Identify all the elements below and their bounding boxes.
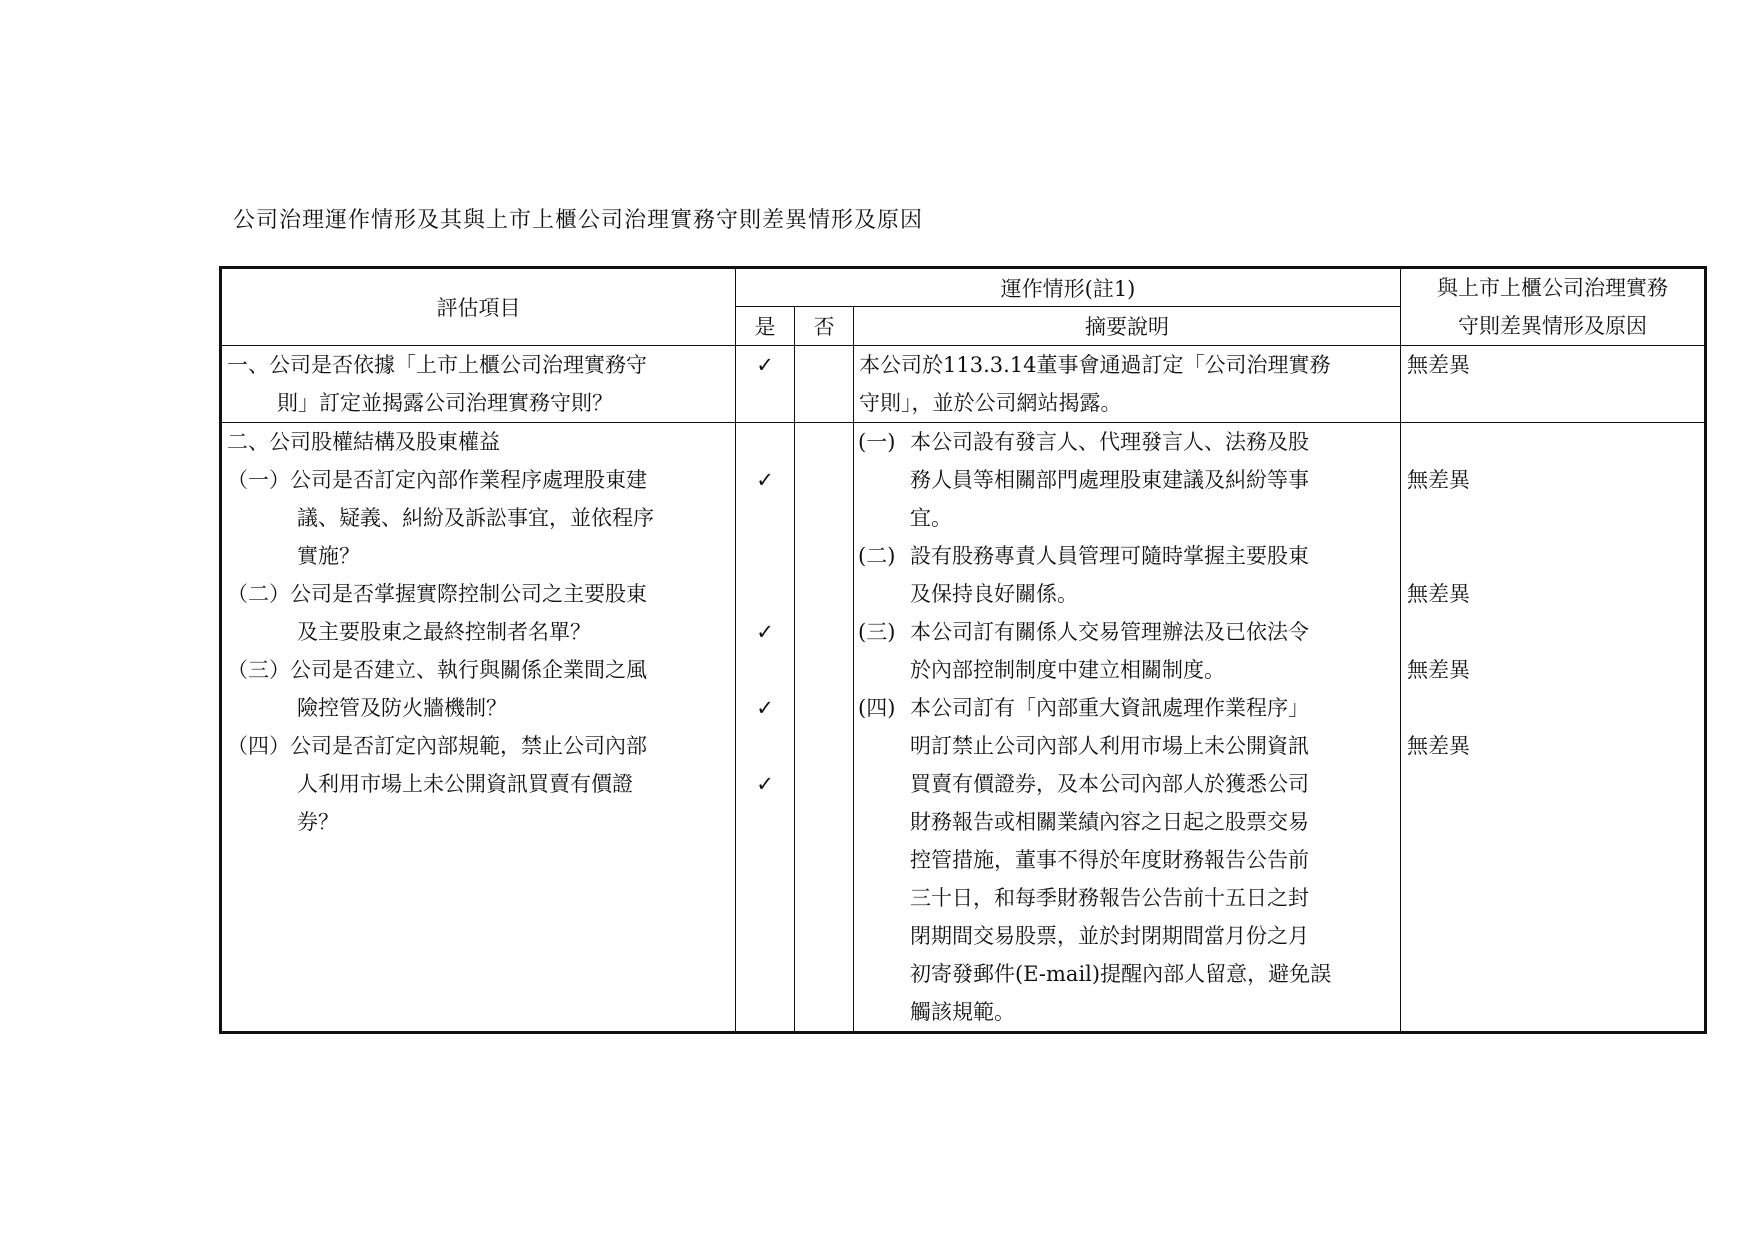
eval-item-line: （一）公司是否訂定內部作業程序處理股東建 — [227, 468, 647, 492]
summary-item-label: (三) — [858, 620, 896, 644]
eval-item-line: 一、公司是否依據「上市上櫃公司治理實務守 — [227, 353, 647, 377]
check-icon: ✓ — [756, 772, 774, 796]
summary-line: 買賣有價證券，及本公司內部人於獲悉公司 — [910, 772, 1309, 796]
yes-cell — [736, 423, 795, 1033]
diff-value: 無差異 — [1407, 658, 1470, 682]
eval-item-line: 險控管及防火牆機制？ — [297, 696, 507, 720]
summary-line: 務人員等相關部門處理股東建議及糾紛等事 — [910, 468, 1309, 492]
check-icon: ✓ — [756, 696, 774, 720]
summary-line: 本公司訂有「內部重大資訊處理作業程序」 — [910, 696, 1309, 720]
summary-item-label: (二) — [858, 544, 896, 568]
check-icon: ✓ — [756, 353, 774, 377]
eval-item-line: 券？ — [297, 810, 339, 834]
summary-line: 控管措施，董事不得於年度財務報告公告前 — [910, 848, 1309, 872]
diff-value: 無差異 — [1407, 353, 1470, 377]
summary-line: 守則」，並於公司網站揭露。 — [859, 391, 1122, 415]
summary-line: 宜。 — [910, 506, 952, 530]
summary-line: 本公司於113.3.14董事會通過訂定「公司治理實務 — [859, 353, 1331, 377]
summary-item-label: (四) — [858, 696, 896, 720]
summary-line: 明訂禁止公司內部人利用市場上未公開資訊 — [910, 734, 1309, 758]
diff-cell — [1401, 423, 1706, 1033]
header-yes: 是 — [736, 307, 795, 346]
summary-line: 及保持良好關係。 — [910, 582, 1078, 606]
eval-item-line: （三）公司是否建立、執行與關係企業間之風 — [227, 658, 647, 682]
header-summary: 摘要說明 — [854, 307, 1401, 346]
summary-line: 於內部控制制度中建立相關制度。 — [910, 658, 1225, 682]
summary-item — [854, 537, 1400, 613]
diff-cell — [1401, 346, 1706, 423]
summary-line: 財務報告或相關業績內容之日起之股票交易 — [910, 810, 1309, 834]
summary-item-label: (一) — [858, 430, 896, 454]
no-cell — [795, 423, 854, 1033]
summary-line: 設有股務專責人員管理可隨時掌握主要股東 — [910, 544, 1309, 568]
summary-item — [854, 689, 1400, 1031]
summary-cell — [854, 423, 1401, 1033]
summary-line: 三十日，和每季財務報告公告前十五日之封 — [910, 886, 1309, 910]
governance-table — [219, 266, 1707, 1034]
eval-item-line: 議、疑義、糾紛及訴訟事宜，並依程序 — [297, 506, 654, 530]
summary-line: 本公司設有發言人、代理發言人、法務及股 — [910, 430, 1309, 454]
eval-item-line: 二、公司股權結構及股東權益 — [227, 430, 500, 454]
eval-item-line: （四）公司是否訂定內部規範，禁止公司內部 — [227, 734, 647, 758]
header-eval-item: 評估項目 — [221, 268, 736, 346]
header-diff-line2: 守則差異情形及原因 — [1458, 314, 1647, 338]
summary-line: 初寄發郵件(E-mail)提醒內部人留意，避免誤 — [910, 962, 1332, 986]
eval-item-line: 及主要股東之最終控制者名單？ — [297, 620, 591, 644]
diff-value: 無差異 — [1407, 734, 1470, 758]
check-icon: ✓ — [756, 468, 774, 492]
yes-cell — [736, 346, 795, 423]
check-icon: ✓ — [756, 620, 774, 644]
page-title: 公司治理運作情形及其與上市上櫃公司治理實務守則差異情形及原因 — [233, 208, 924, 233]
eval-item-line: 實施？ — [297, 544, 360, 568]
summary-item — [854, 613, 1400, 689]
diff-value: 無差異 — [1407, 582, 1470, 606]
summary-cell — [854, 346, 1401, 423]
header-operation: 運作情形(註1) — [736, 268, 1401, 307]
summary-line: 本公司訂有關係人交易管理辦法及已依法令 — [910, 620, 1309, 644]
summary-line: 閉期間交易股票，並於封閉期間當月份之月 — [910, 924, 1309, 948]
header-no: 否 — [795, 307, 854, 346]
eval-item-cell — [221, 423, 736, 1033]
table-row — [221, 423, 1706, 1033]
diff-value: 無差異 — [1407, 468, 1470, 492]
eval-item-line: （二）公司是否掌握實際控制公司之主要股東 — [227, 582, 647, 606]
header-diff-line1: 與上市上櫃公司治理實務 — [1437, 276, 1668, 300]
eval-item-line: 人利用市場上未公開資訊買賣有價證 — [297, 772, 633, 796]
no-cell — [795, 346, 854, 423]
eval-item-line: 則」訂定並揭露公司治理實務守則？ — [277, 391, 613, 415]
summary-line: 觸該規範。 — [910, 1000, 1015, 1024]
summary-item — [854, 423, 1400, 537]
header-diff — [1401, 268, 1706, 346]
eval-item-cell — [221, 346, 736, 423]
table-row — [221, 346, 1706, 423]
